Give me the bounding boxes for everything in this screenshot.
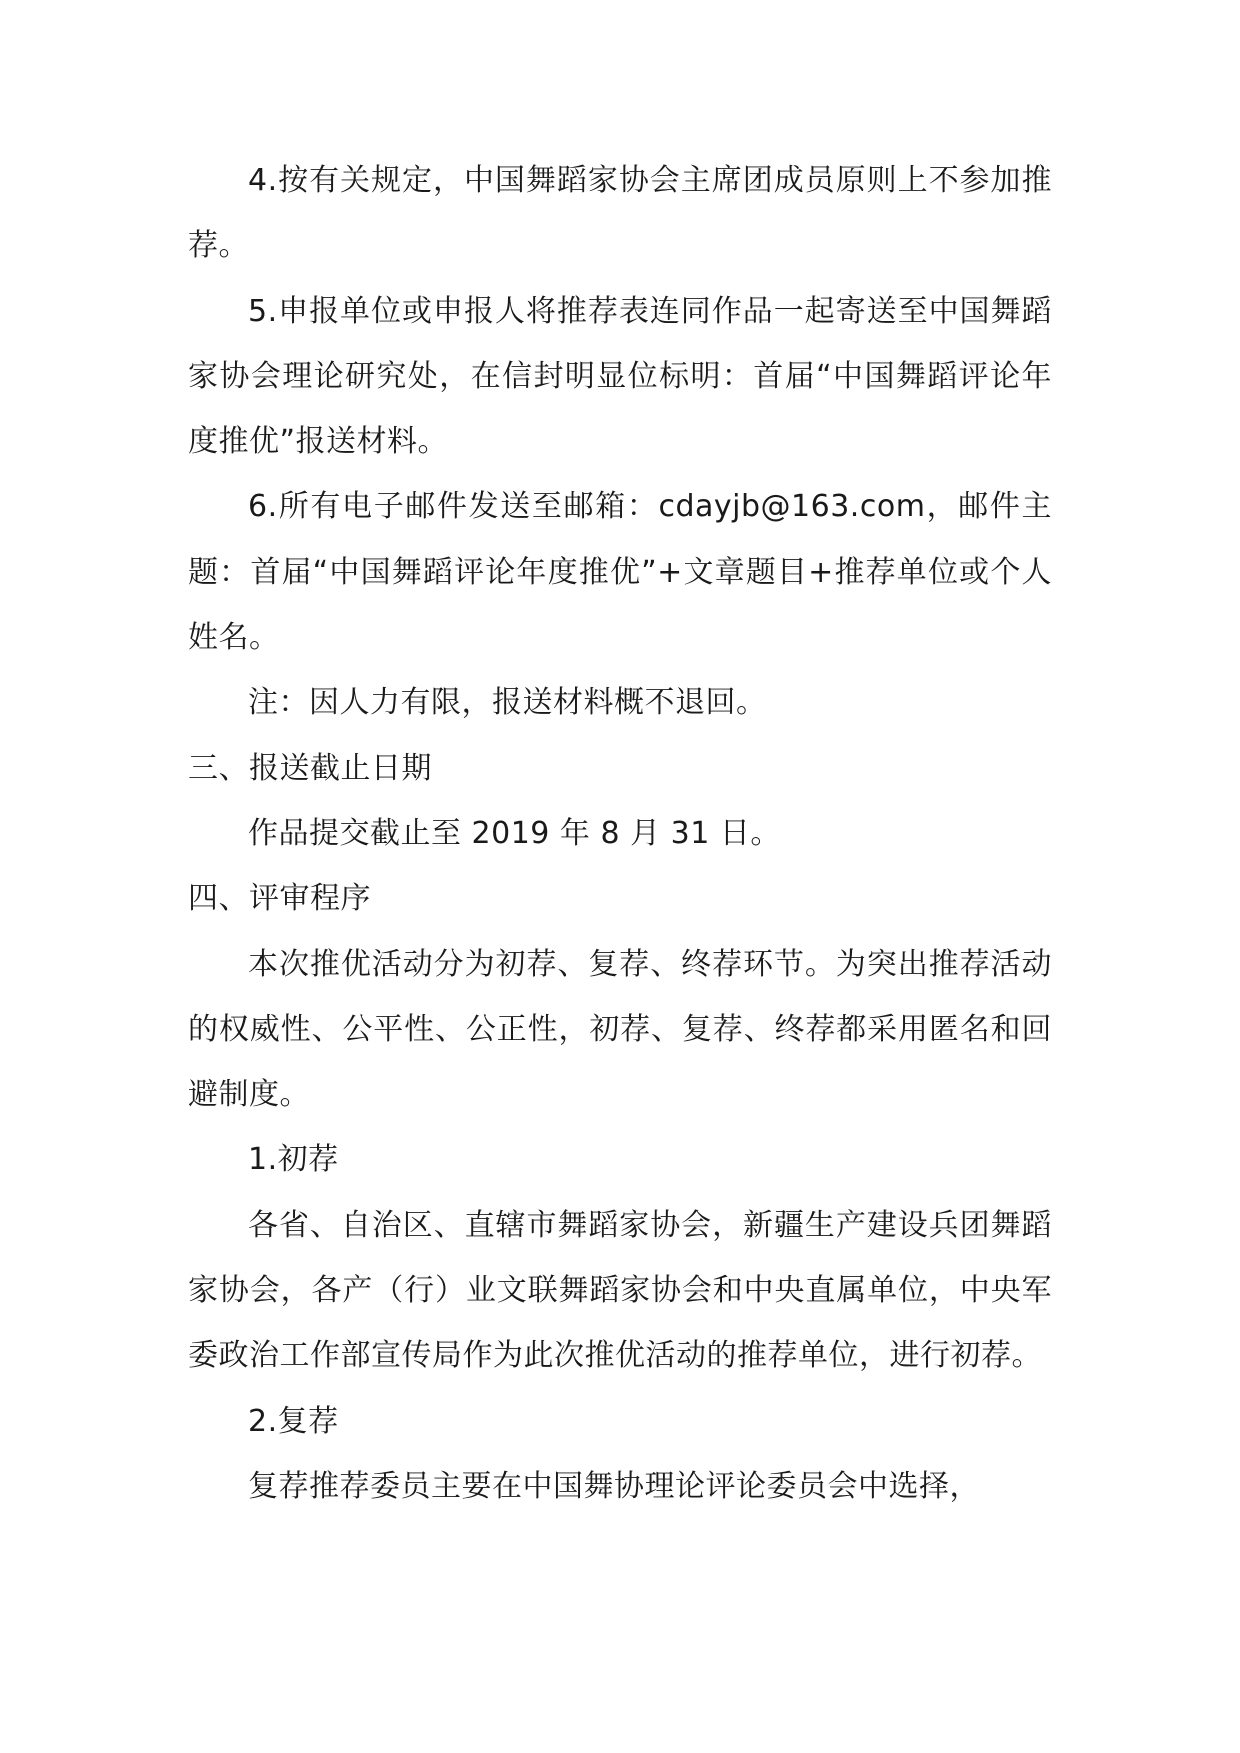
paragraph-initial: 各省、自治区、直辖市舞蹈家协会，新疆生产建设兵团舞蹈家协会，各产（行）业文联舞蹈家协会和中央直属单位，中央军委政治工作部宣传局作为此次推优活动的推荐单位，进行初荐。 bbox=[188, 1207, 1052, 1374]
subheading-second: 2.复荐 bbox=[248, 1403, 339, 1439]
paragraph-rule-4: 4.按有关规定，中国舞蹈家协会主席团成员原则上不参加推荐。 bbox=[188, 163, 1052, 264]
section-heading-deadline: 三、报送截止日期 bbox=[188, 750, 432, 786]
paragraph-rule-5: 5.申报单位或申报人将推荐表连同作品一起寄送至中国舞蹈家协会理论研究处，在信封明显位标明：首届“中国舞蹈评论年度推优”报送材料。 bbox=[188, 293, 1052, 460]
paragraph-review-intro: 本次推优活动分为初荐、复荐、终荐环节。为突出推荐活动的权威性、公平性、公正性，初荐、复荐、终荐都采用匿名和回避制度。 bbox=[188, 946, 1052, 1113]
paragraph-rule-6: 6.所有电子邮件发送至邮箱：cdayjb@163.com，邮件主题：首届“中国舞蹈评论年度推优”+文章题目+推荐单位或个人姓名。 bbox=[188, 489, 1052, 656]
paragraph-deadline: 作品提交截止至 2019 年 8 月 31 日。 bbox=[248, 815, 781, 851]
section-heading-review: 四、评审程序 bbox=[188, 881, 371, 917]
paragraph-second: 复荐推荐委员主要在中国舞协理论评论委员会中选择， bbox=[248, 1468, 980, 1504]
subheading-initial: 1.初荐 bbox=[248, 1142, 339, 1178]
paragraph-note: 注：因人力有限，报送材料概不退回。 bbox=[248, 685, 767, 721]
document-page bbox=[188, 148, 1052, 1519]
